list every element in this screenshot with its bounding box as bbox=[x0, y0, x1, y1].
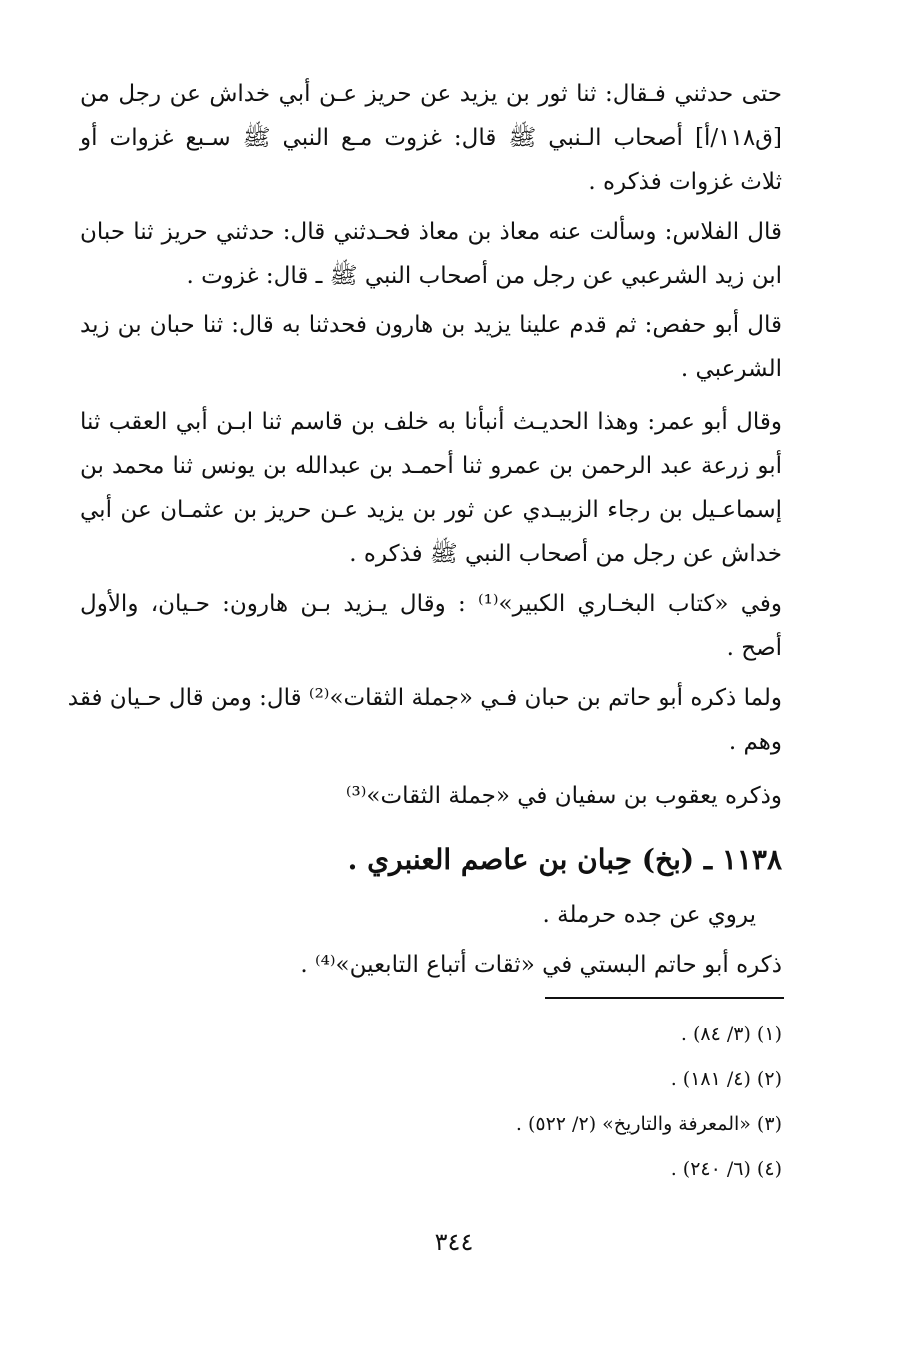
paragraph-2 bbox=[80, 210, 782, 298]
text-line: وفي «كتاب البخـاري الكبير»⁽¹⁾ : وقال يـزيد بـن هارون: حـيان، والأول bbox=[80, 591, 782, 617]
entry-line: يروي عن جده حرملة . bbox=[542, 902, 756, 928]
text-line: [ق١١٨/أ] أصحاب الـنبي ﷺ قال: غزوت مـع النبي ﷺ سـبع غزوات أو bbox=[80, 125, 782, 151]
paragraph-7 bbox=[80, 774, 782, 818]
text-line: وهم . bbox=[728, 729, 782, 755]
footnotes bbox=[516, 1012, 782, 1192]
text-line: خداش عن رجل من أصحاب النبي ﷺ فذكره . bbox=[349, 541, 782, 567]
text-line: أبو زرعة عبد الرحمن بن عمرو ثنا أحمـد بن عبدالله بن يونس ثنا محمد بن bbox=[80, 453, 782, 479]
text-line: وقال أبو عمر: وهذا الحديـث أنبأنا به خلف بن قاسم ثنا ابـن أبي العقب ثنا bbox=[80, 409, 782, 435]
text-line: إسماعـيل بن رجاء الزبيـدي عن ثور بن يزيد عـن حريز بن عثمـان عن أبي bbox=[80, 497, 782, 523]
text-line: قال أبو حفص: ثم قدم علينا يزيد بن هارون فحدثنا به قال: ثنا حبان بن زيد bbox=[80, 312, 782, 338]
text-line: وذكره يعقوب بن سفيان في «جملة الثقات»⁽³⁾ bbox=[345, 783, 782, 809]
paragraph-4 bbox=[80, 400, 782, 576]
paragraph-1 bbox=[80, 72, 782, 204]
text-line: قال الفلاس: وسألت عنه معاذ بن معاذ فحـدثني قال: حدثني حريز ثنا حبان bbox=[80, 219, 782, 245]
entry-line: ذكره أبو حاتم البستي في «ثقات أتباع التابعين»⁽⁴⁾ . bbox=[300, 952, 782, 978]
page-number: ٣٤٤ bbox=[434, 1228, 474, 1256]
entry-heading: ١١٣٨ ـ (بخ) حِبان بن عاصم العنبري . bbox=[347, 843, 782, 876]
paragraph-6 bbox=[67, 676, 782, 764]
text-line: ثلاث غزوات فذكره . bbox=[588, 169, 782, 195]
footnote-separator bbox=[545, 997, 784, 999]
footnote-4: (٤) (٦/ ٢٤٠) . bbox=[670, 1158, 782, 1180]
footnote-3: (٣) «المعرفة والتاريخ» (٢/ ٥٢٢) . bbox=[515, 1113, 782, 1135]
footnote-1: (١) (٣/ ٨٤) . bbox=[680, 1023, 782, 1045]
paragraph-5 bbox=[80, 582, 782, 670]
footnote-2: (٢) (٤/ ١٨١) . bbox=[670, 1068, 782, 1090]
paragraph-3 bbox=[80, 303, 782, 391]
text-line: الشرعبي . bbox=[680, 356, 782, 382]
text-line: ابن زيد الشرعبي عن رجل من أصحاب النبي ﷺ ـ قال: غزوت . bbox=[186, 263, 782, 289]
text-line: أصح . bbox=[726, 635, 782, 661]
text-line: حتى حدثني فـقال: ثنا ثور بن يزيد عن حريز عـن أبي خداش عن رجل من bbox=[80, 81, 782, 107]
text-line: ولما ذكره أبو حاتم بن حبان فـي «جملة الثقات»⁽²⁾ قال: ومن قال حـيان فقد bbox=[67, 685, 782, 711]
